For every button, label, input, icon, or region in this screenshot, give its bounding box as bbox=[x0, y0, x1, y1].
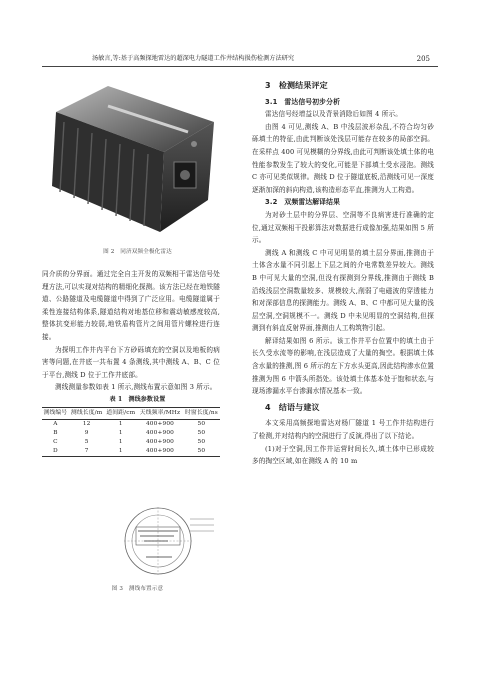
table-cell: 400+900 bbox=[145, 438, 175, 445]
section-3-title: 3 检测结果评定 bbox=[265, 81, 328, 90]
table-cell: 12 bbox=[82, 420, 91, 427]
table-cell: D bbox=[42, 447, 69, 457]
figure-3-caption: 图 3 测线布置示意 bbox=[111, 586, 164, 592]
table-cell: 1 bbox=[118, 429, 123, 436]
table-cell: C bbox=[53, 438, 58, 445]
table-row bbox=[42, 419, 220, 429]
right-paragraph-4a: 本文采用高频探地雷达对杨厂隧道 1 号工作井结构进行了检测,并对结构内的空洞进行了反演,得出了以下结论。 bbox=[252, 419, 434, 441]
table-header: 天线频率/MHz bbox=[137, 407, 183, 419]
table-cell: 50 bbox=[197, 429, 206, 436]
section-4-title: 4 结语与建议 bbox=[265, 402, 320, 412]
table-header: 时窗长度/ns bbox=[183, 407, 220, 419]
right-paragraph-3-2c: 解译结果如图 6 所示。该工作井平台位置中的填土由于长久受水流等的影响,在浅层造成了大量的掏空。根据填土体含水量的推测,图 6 所示的左下方水头更高,因此结构渗水位置推测为图 6 中箭头所指处。该处填土体基本处于饱和状态,与现场渗漏水平台渗漏水情况基本一致。 bbox=[252, 336, 434, 396]
table-cell: 400+900 bbox=[137, 447, 183, 457]
table-cell: 50 bbox=[197, 438, 206, 445]
table-cell: 400+900 bbox=[145, 420, 175, 427]
running-header bbox=[42, 54, 438, 67]
table-header: 测线长度/m bbox=[69, 407, 105, 419]
table-cell: 50 bbox=[197, 420, 206, 427]
table-1-caption: 表 1 测线参数设置 bbox=[109, 395, 166, 403]
table-cell: A bbox=[53, 420, 58, 427]
table-row bbox=[42, 447, 220, 457]
left-paragraph-1: 同介质的分界面。通过完全自主开发的双频相干雷达信号处理方法,可以实现对结构的精细化探测。该方法已经在地铁隧道、公路隧道及电缆隧道中得到了广泛应用。电缆隧道属于柔性连接结构体系,隧道结构对地基位移和震动敏感度较高,整体抗变形能力较弱,地铁盾构管片之间用管片螺栓进行连接。 bbox=[42, 270, 220, 341]
table-cell: 1 bbox=[104, 447, 137, 457]
radar-device-photo bbox=[48, 82, 216, 240]
survey-line-layout-diagram bbox=[118, 505, 218, 577]
table-cell: 5 bbox=[84, 438, 89, 445]
section-3-1-title: 3.1 雷达信号初步分析 bbox=[265, 97, 341, 106]
table-cell: 50 bbox=[183, 447, 220, 457]
table-header: 测线编号 bbox=[42, 407, 69, 419]
table-cell: 1 bbox=[118, 438, 123, 445]
left-paragraph-3: 测线测量参数如表 1 所示,测线布置示意如图 3 所示。 bbox=[55, 383, 217, 392]
right-paragraph-3-1b: 由图 4 可见,测线 A、B 中浅层波形杂乱,不符合均匀砂砾填土的特征,由此判断该处浅层可能存在较多的局部空洞。在采样点 400 可见模糊的分界线,由此可判断该处填土体的电性能参数发生了较大的变化,可能是下部填土受水浸泡。测线 C 亦可见类似规律。测线 D 位于隧道底板,沿测线可见一深度逐渐加深的斜向构造,该构造形态平直,推测为人工构造。 bbox=[252, 122, 434, 194]
table-cell: B bbox=[53, 429, 58, 436]
table-header: 道间距/cm bbox=[104, 407, 137, 419]
table-cell: 400+900 bbox=[145, 429, 175, 436]
section-3-2-title: 3.2 双频雷达解译结果 bbox=[265, 198, 341, 207]
table-row bbox=[42, 429, 220, 438]
survey-line-parameter-table bbox=[42, 407, 220, 457]
right-paragraph-4b: (1)对于空洞,因工作井运营时间长久,填土体中已形成较多的掏空区域,如在测线 A 的 10 m bbox=[252, 444, 434, 466]
table-row bbox=[42, 438, 220, 447]
table-cell: 9 bbox=[84, 429, 89, 436]
page-number: 205 bbox=[416, 55, 430, 63]
table-cell: 1 bbox=[118, 420, 123, 427]
table-cell: 7 bbox=[69, 447, 105, 457]
header-title: 汤敏言,等:基于高频探地雷达的超深电力隧道工作井结构损伤检测方法研究 bbox=[92, 55, 295, 62]
right-paragraph-3-2b: 测线 A 和测线 C 中可见明显的填土层分界面,推测由于土体含水量不同引起上下层之间的介电常数差异较大。测线 B 中可见大量的空洞,但没有探测到分界线,推测由于测线 B 沿线浅层空洞数量较多、规模较大,削弱了电磁波的穿透能力和对深部信息的探测能力。测线 A、B、C 中都可见大量的浅层空洞,空洞规模不一。测线 D 中未见明显的空洞结构,但探测到有斜直反射界面,推测由人工构筑物引起。 bbox=[252, 248, 434, 333]
left-paragraph-2: 为探明工作井内平台下方砂砾填充的空洞以及地板的病害等问题,在井底一共布置 4 条测线,其中测线 A、B、C 位于平台,测线 D 位于工作井底部。 bbox=[42, 345, 220, 379]
right-paragraph-3-1a: 雷达信号经增益以及背景消除后如图 4 所示。 bbox=[265, 110, 402, 119]
right-paragraph-3-2a: 为对砂土层中的分界层、空洞等不良病害进行准确的定位,通过双频相干投影算法对数据进行成像加强,结果如图 5 所示。 bbox=[252, 210, 434, 245]
figure-2-caption: 图 2 同济双频全极化雷达 bbox=[103, 249, 172, 255]
